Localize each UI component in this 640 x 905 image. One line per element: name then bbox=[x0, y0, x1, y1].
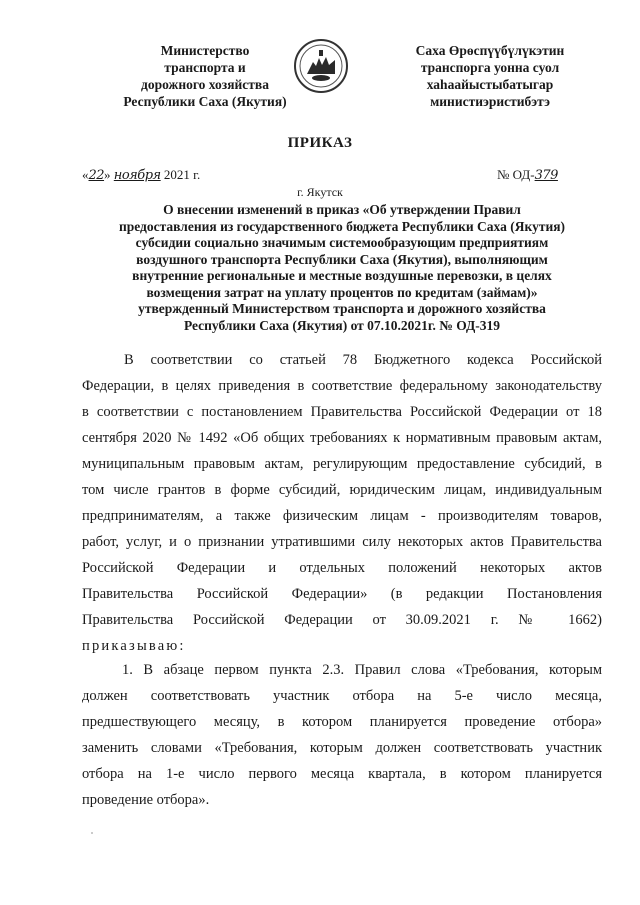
ministry-name-russian: Министерство транспорта и дорожного хозяйства Республики Саха (Якутия) bbox=[123, 43, 287, 109]
document-number-handwritten: 379 bbox=[534, 168, 558, 183]
scan-speck bbox=[91, 832, 93, 834]
preamble-paragraph: В соответствии со статьей 78 Бюджетного кодекса Российской Федерации, в целях приведения в соответствие федеральному законодательству в соответствии с постановлением Правительства Российской Федерации от 18 сентября 2020 № 1492 «Об общих требованиях к нормативным правовым актам, муниципальным правовым актам, регулирующим предоставление субсидий, в том числе грантов в форме субсидий, юридическим лицам, индивидуальным предпринимателям, а также физическим лицам - производителям товаров, работ, услуг, и о признании утратившими силу некоторых актов Правительства Российской Федерации и отдельных положений некоторых актов Правительства Российской Федерации» (в редакции Постановления Правительства Российской Федерации от 30.09.2021 г. № 1662) приказываю: bbox=[82, 347, 602, 659]
date-month-handwritten: ноября bbox=[113, 168, 161, 183]
order-verb: приказываю: bbox=[82, 638, 186, 654]
date-day-handwritten: 22 bbox=[88, 168, 105, 183]
document-date: «22» ноября 2021 г. bbox=[82, 167, 201, 183]
document-city: г. Якутск bbox=[297, 185, 343, 199]
document-title: ПРИКАЗ bbox=[287, 135, 353, 151]
coat-of-arms-emblem bbox=[293, 38, 349, 94]
item-1-paragraph: 1. В абзаце первом пункта 2.3. Правил слова «Требования, которым должен соответствовать участник отбора на 5-е число месяца, предшествующего месяцу, в котором планируется проведение отбора» заменить словами «Требования, которым должен соответствовать участник отбора на 1-е число первого месяца квартала, в котором планируется проведение отбора». bbox=[82, 662, 602, 808]
document-number: № ОД-379 bbox=[497, 167, 558, 183]
ministry-name-yakut: Саха Өрөспүүбүлүкэтин транспорга уонна суол хаһаайыстыбатыгар министиэристибэтэ bbox=[415, 43, 565, 109]
order-subject: О внесении изменений в приказ «Об утверждении Правил предоставления из государственного бюджета Республики Саха (Якутия) субсидии социально значимым системообразующим предприятиям воздушного транспорта Республики Саха (Якутия), выполняющим внутренние региональные и местные воздушные перевозки, в целях возмещения затрат на уплату процентов по кредитам (займам)» утвержденный Министерством транспорта и дорожного хозяйства Республики Саха (Якутия) от 07.10.2021г. № ОД-319 bbox=[118, 202, 566, 333]
